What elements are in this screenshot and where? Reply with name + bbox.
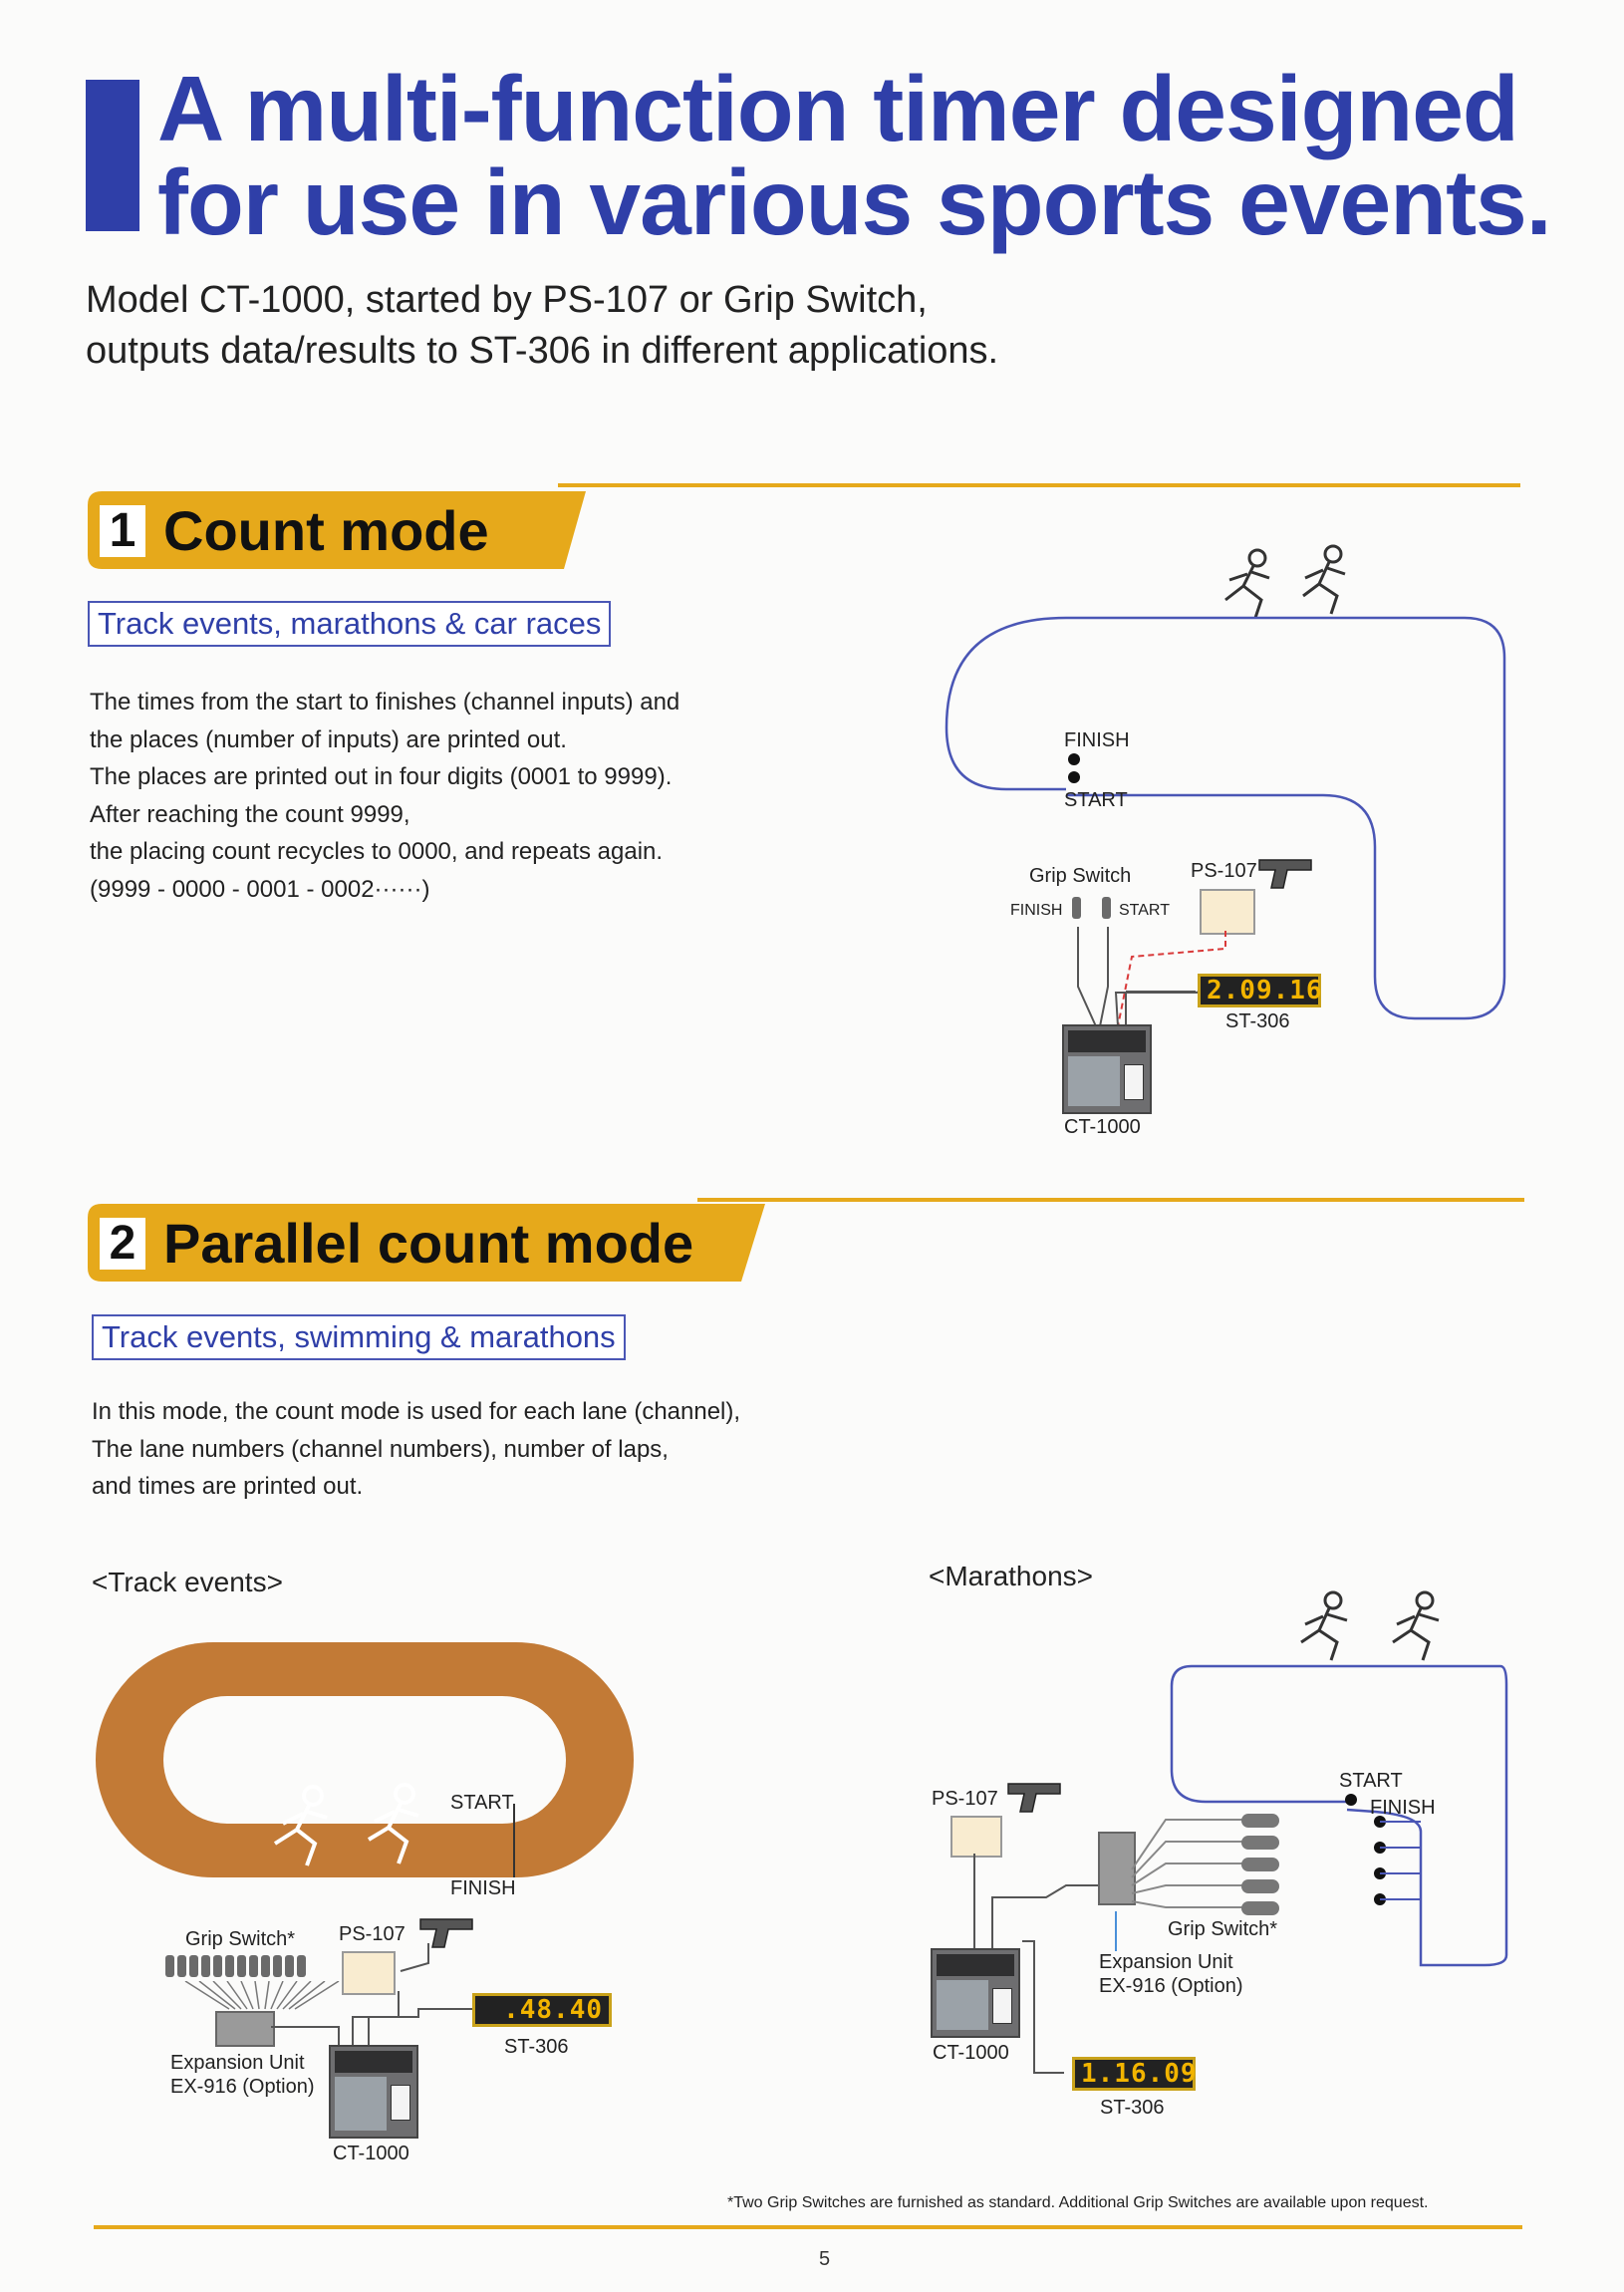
- grip-switch-icon: [1072, 897, 1081, 919]
- track-events-heading: <Track events>: [92, 1567, 283, 1597]
- grip-switch-icon: [213, 1955, 222, 1977]
- mode1-line: The places are printed out in four digits (0001 to 9999).: [90, 763, 673, 790]
- mode2-line: The lane numbers (channel numbers), number of laps,: [92, 1435, 669, 1463]
- page-title-line1: A multi-function timer designed: [157, 57, 1518, 160]
- start-dot: [1068, 771, 1080, 783]
- mode1-line: the placing count recycles to 0000, and repeats again.: [90, 838, 664, 865]
- mode2-description: [92, 1393, 740, 1506]
- marathon-finish-label: FINISH: [1370, 1797, 1436, 1819]
- grip-switch-icon: [1241, 1836, 1279, 1850]
- mode1-grip-start-label: START: [1119, 902, 1170, 919]
- marathon-start-label: START: [1339, 1770, 1403, 1792]
- page-title-line2: for use in various sports events.: [157, 150, 1551, 254]
- mode1-description: [90, 684, 679, 908]
- marathon-expansion-line2: EX-916 (Option): [1099, 1975, 1243, 1997]
- marathon-st306-display: 1.16.09: [1072, 2057, 1196, 2091]
- mode1-number: 1: [100, 505, 145, 557]
- marathon-st306-label: ST-306: [1100, 2097, 1165, 2119]
- page-subtitle-line2: outputs data/results to ST-306 in different applications.: [86, 330, 999, 372]
- mode1-st306-label: ST-306: [1225, 1010, 1290, 1032]
- grip-switch-icon: [1241, 1879, 1279, 1893]
- track-diagram: [90, 1634, 648, 1893]
- title-accent-bar: [86, 80, 139, 231]
- track-expansion-line1: Expansion Unit: [170, 2052, 305, 2074]
- mode2-tag: Track events, swimming & marathons: [92, 1314, 626, 1360]
- mode1-grip-finish-label: FINISH: [1010, 902, 1063, 919]
- mode1-rule: [558, 483, 1520, 487]
- mode1-line: the places (number of inputs) are printed out.: [90, 725, 567, 753]
- track-ct1000-label: CT-1000: [333, 2143, 409, 2164]
- mode1-line: The times from the start to finishes (channel inputs) and: [90, 689, 680, 716]
- mode2-rule: [697, 1198, 1524, 1202]
- marathon-expansion-line1: Expansion Unit: [1099, 1951, 1233, 1973]
- mode1-header: [88, 491, 586, 569]
- ct1000-timer: [931, 1948, 1020, 2038]
- mode2-header: [88, 1204, 765, 1282]
- track-st306-label: ST-306: [504, 2036, 569, 2058]
- mode1-grip-label: Grip Switch: [1029, 865, 1132, 887]
- grip-switch-icon: [201, 1955, 210, 1977]
- mode1-tag: Track events, marathons & car races: [88, 601, 611, 647]
- runner-icon: [1301, 1592, 1439, 1660]
- ct1000-timer: [1062, 1024, 1152, 1114]
- runner-icon: [1225, 546, 1345, 618]
- footer-rule: [94, 2225, 1522, 2229]
- grip-switch-icon: [1241, 1901, 1279, 1915]
- grip-switch-icon: [225, 1955, 234, 1977]
- grip-switch-icon: [177, 1955, 186, 1977]
- page-subtitle: [86, 275, 998, 377]
- marathon-ct1000-label: CT-1000: [933, 2042, 1009, 2064]
- mode1-line: After reaching the count 9999,: [90, 800, 410, 828]
- page-title: [157, 57, 1551, 254]
- mode2-number: 2: [100, 1218, 145, 1270]
- marathon-ps107-label: PS-107: [932, 1788, 998, 1810]
- track-finish-label: FINISH: [450, 1877, 516, 1899]
- mode2-line: and times are printed out.: [92, 1473, 364, 1500]
- grip-switch-icon: [1102, 897, 1111, 919]
- track-grip-label: Grip Switch*: [185, 1928, 296, 1950]
- footnote: *Two Grip Switches are furnished as standard. Additional Grip Switches are available upon request.: [727, 2194, 1429, 2211]
- mode1-ps107-label: PS-107: [1191, 860, 1257, 882]
- grip-switch-icon: [1241, 1858, 1279, 1871]
- mode2-title: Parallel count mode: [163, 1212, 694, 1275]
- expansion-unit: [215, 2011, 275, 2047]
- ct1000-timer: [329, 2045, 418, 2139]
- track-start-label: START: [450, 1792, 514, 1814]
- mode1-display-wire: [1126, 991, 1196, 993]
- mode1-start-label: START: [1064, 789, 1128, 811]
- marathon-grip-label: Grip Switch*: [1168, 1918, 1278, 1940]
- mode2-line: In this mode, the count mode is used for each lane (channel),: [92, 1398, 741, 1425]
- mode1-st306-display: 2.09.16: [1198, 974, 1321, 1007]
- start-dot: [1345, 1794, 1357, 1806]
- grip-switch-stack: [1241, 1814, 1281, 1913]
- track-ps107-label: PS-107: [339, 1923, 406, 1945]
- grip-switch-icon: [237, 1955, 246, 1977]
- mode1-finish-label: FINISH: [1064, 729, 1130, 751]
- grip-switch-icon: [165, 1955, 174, 1977]
- starter-pistol-icon: [1257, 854, 1317, 896]
- finish-dot: [1068, 753, 1080, 765]
- mode1-line: (9999 - 0000 - 0001 - 0002······): [90, 875, 430, 903]
- mode1-ct1000-label: CT-1000: [1064, 1116, 1141, 1138]
- page-number: 5: [819, 2248, 831, 2270]
- grip-switch-icon: [249, 1955, 258, 1977]
- mode1-title: Count mode: [163, 499, 489, 562]
- marathons-heading: <Marathons>: [929, 1561, 1093, 1591]
- page-subtitle-line1: Model CT-1000, started by PS-107 or Grip Switch,: [86, 279, 928, 321]
- track-st306-display: .48.40: [472, 1993, 612, 2027]
- grip-switch-icon: [189, 1955, 198, 1977]
- track-wiring: [269, 1933, 498, 2053]
- track-expansion-line2: EX-916 (Option): [170, 2076, 315, 2098]
- grip-switch-icon: [1241, 1814, 1279, 1828]
